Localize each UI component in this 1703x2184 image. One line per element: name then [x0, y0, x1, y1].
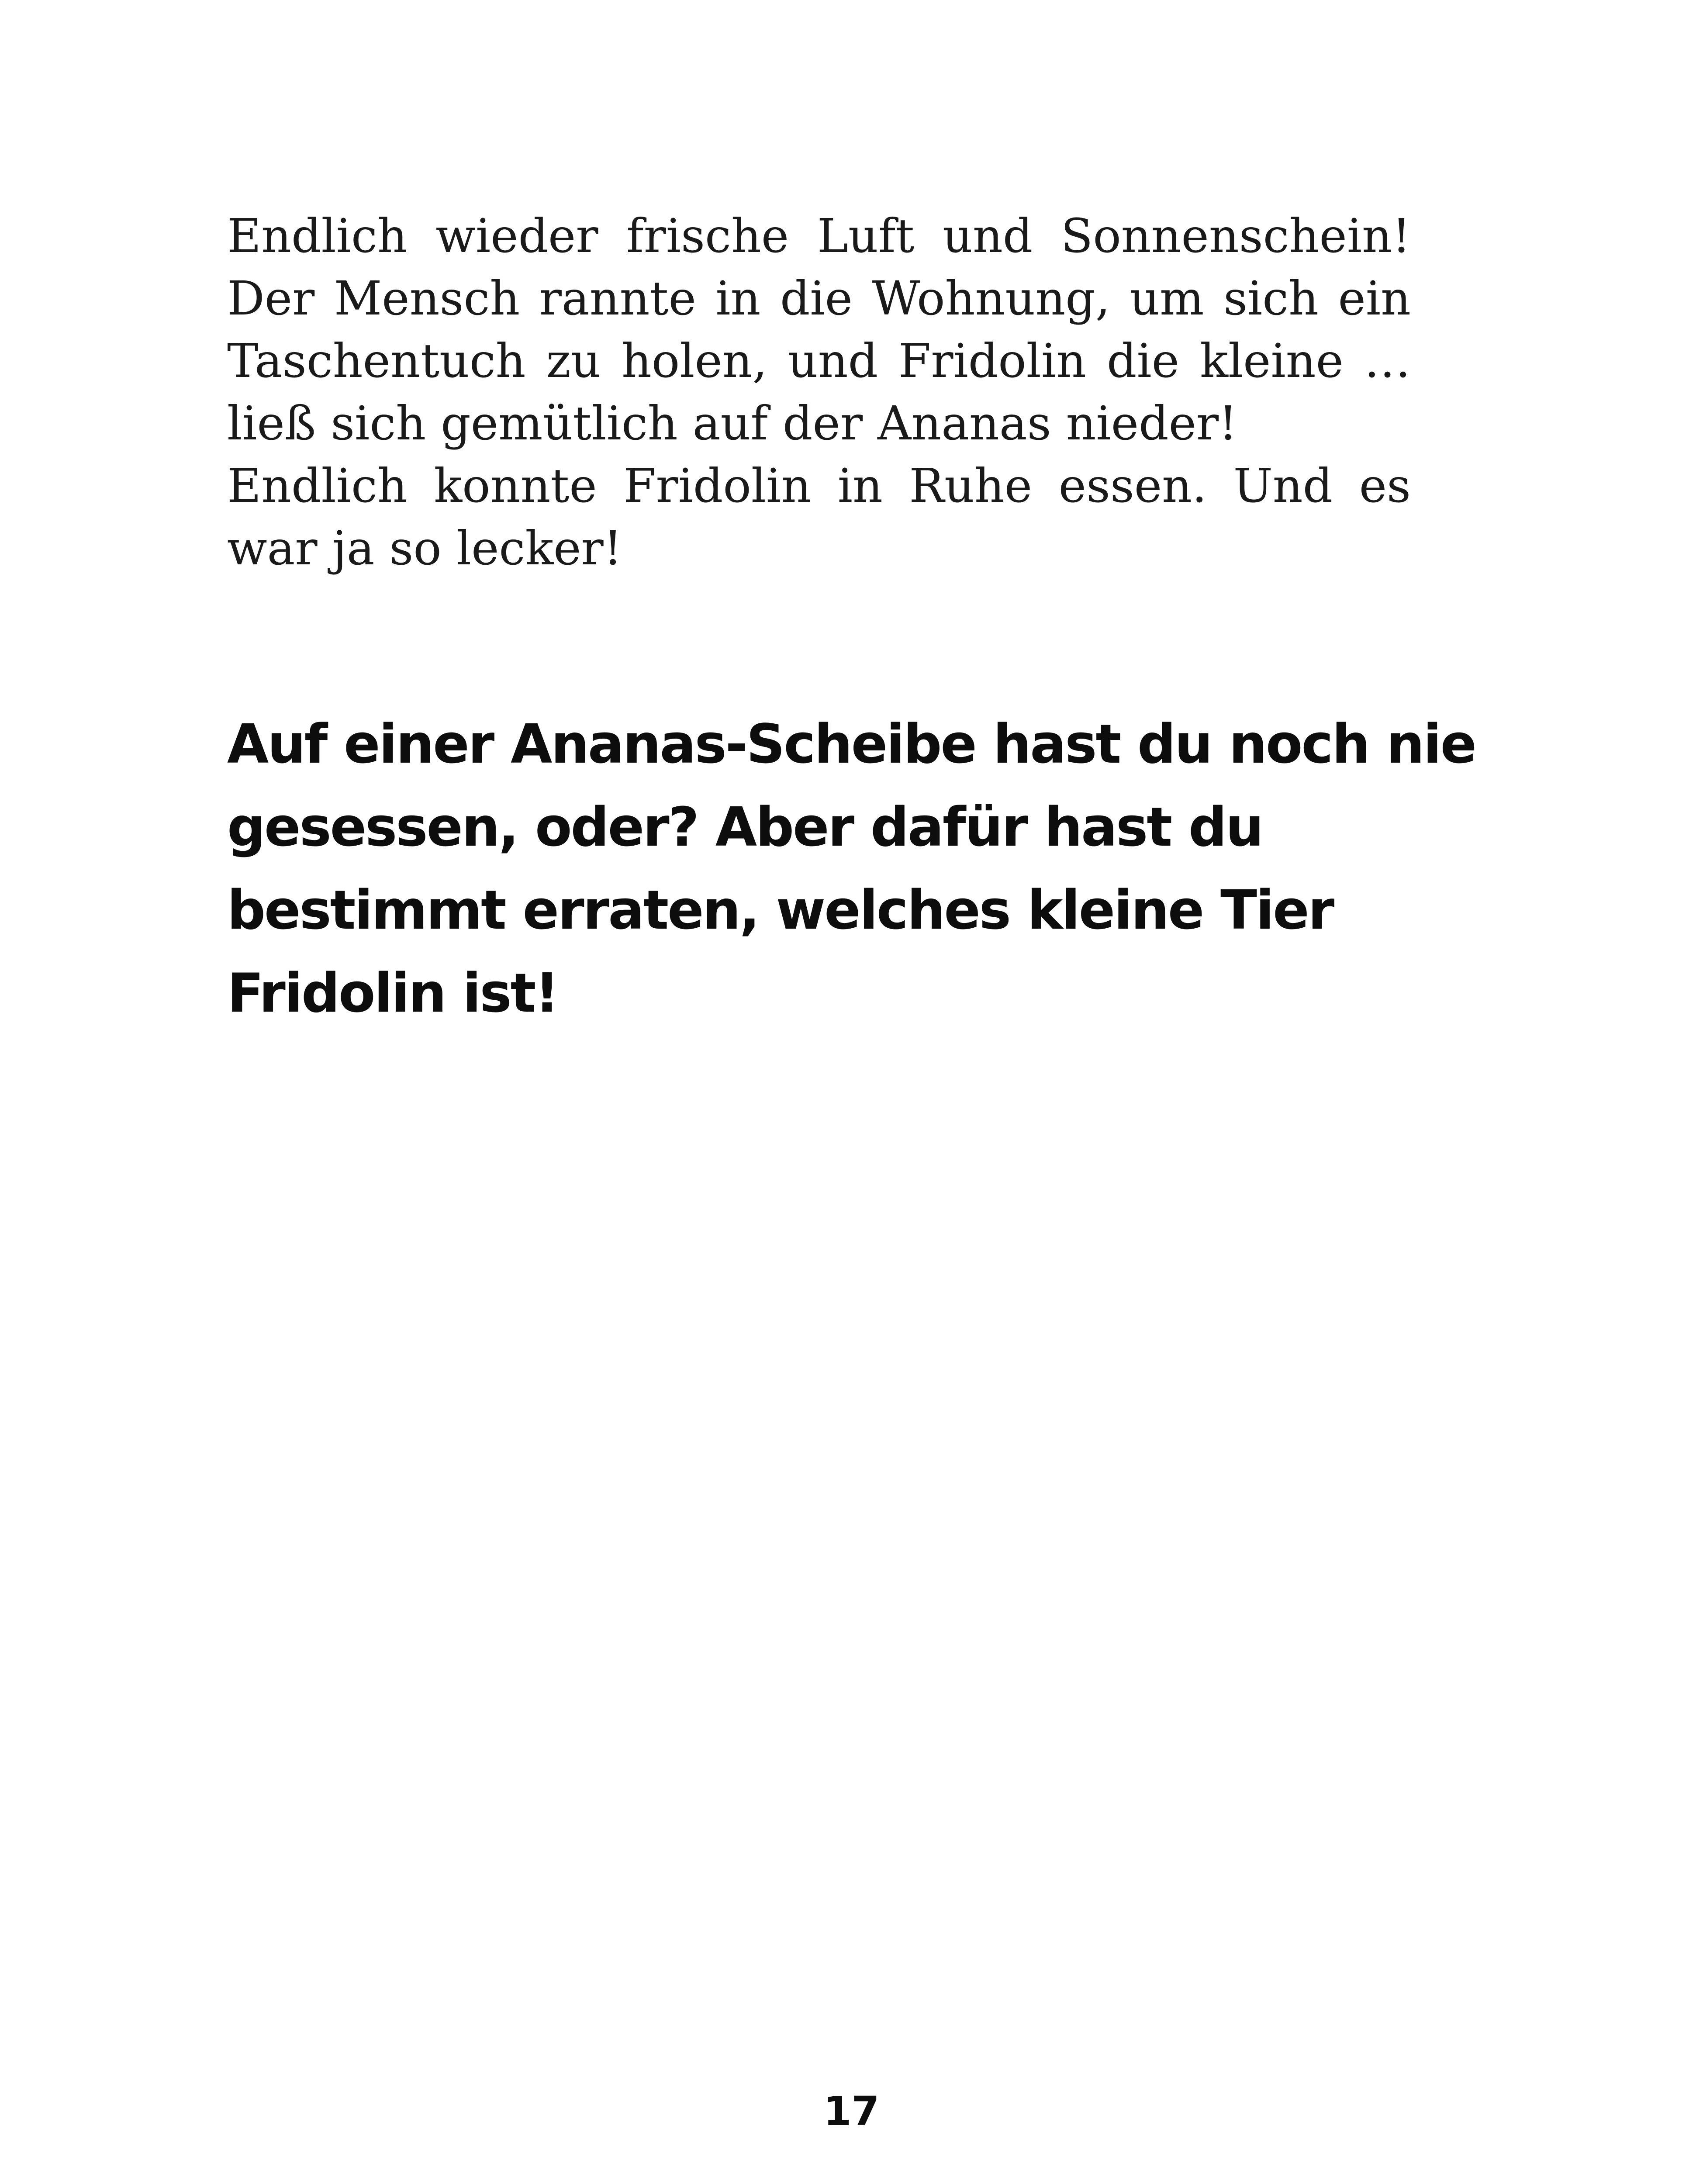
story-paragraph-2: Endlich konnte Fridolin in Ruhe essen. Und es war ja so lecker!: [227, 459, 1411, 576]
reader-question: Auf einer Ananas-Scheibe hast du noch nie gesessen, oder? Aber dafür hast du bestimmt erraten, welches kleine Tier Fridolin ist!: [227, 713, 1476, 1025]
story-text: [227, 205, 1411, 580]
story-paragraph-1: Endlich wieder frische Luft und Sonnenschein! Der Mensch rannte in die Wohnung, um sich ein Taschentuch zu holen, und Fridolin die kleine … ließ sich gemütlich auf der Ananas nieder!: [227, 209, 1411, 451]
page-number: 17: [823, 2088, 880, 2135]
